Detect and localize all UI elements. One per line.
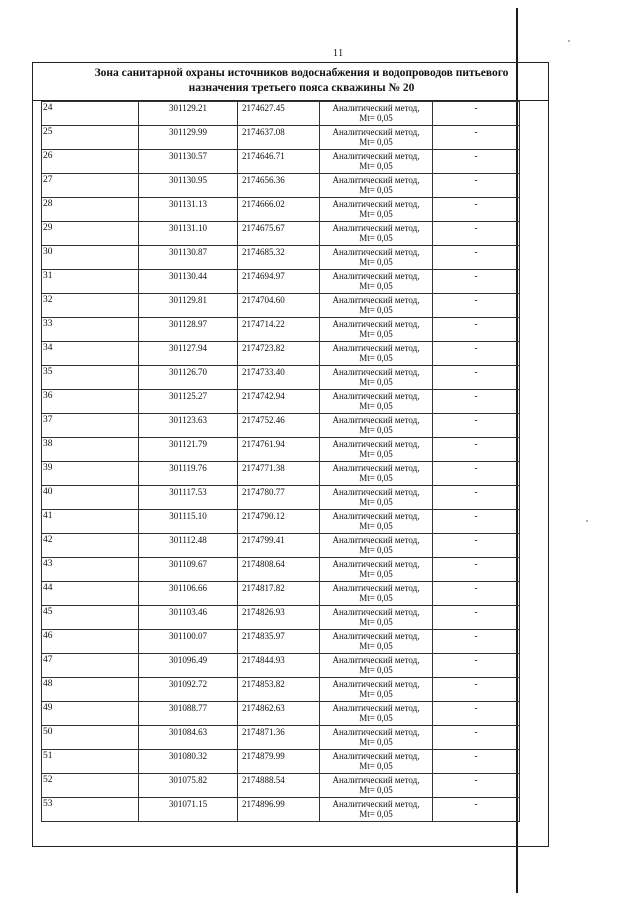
x-coordinate-cell: 301130.95 — [139, 174, 238, 198]
accuracy-label: Mt= 0,05 — [359, 233, 393, 243]
point-number-cell: 52 — [42, 774, 139, 798]
point-number-cell: 29 — [42, 222, 139, 246]
method-cell — [320, 486, 433, 510]
table-row — [42, 198, 520, 222]
table-title-line-1: Зона санитарной охраны источников водоснабжения и водопроводов питьевого — [94, 67, 509, 79]
method-label: Аналитический метод, — [332, 775, 420, 785]
point-number-cell: 30 — [42, 246, 139, 270]
method-cell — [320, 558, 433, 582]
table-row — [42, 414, 520, 438]
mark-cell: - — [433, 366, 520, 390]
x-coordinate-cell: 301080.32 — [139, 750, 238, 774]
accuracy-label: Mt= 0,05 — [359, 689, 393, 699]
point-number-cell: 46 — [42, 630, 139, 654]
y-coordinate-cell: 2174752.46 — [238, 414, 320, 438]
x-coordinate-cell: 301075.82 — [139, 774, 238, 798]
coordinates-grid — [41, 101, 520, 822]
table-row — [42, 798, 520, 822]
accuracy-label: Mt= 0,05 — [359, 353, 393, 363]
accuracy-label: Mt= 0,05 — [359, 449, 393, 459]
mark-cell: - — [433, 606, 520, 630]
accuracy-label: Mt= 0,05 — [359, 497, 393, 507]
table-row — [42, 390, 520, 414]
x-coordinate-cell: 301092.72 — [139, 678, 238, 702]
y-coordinate-cell: 2174896.99 — [238, 798, 320, 822]
y-coordinate-cell: 2174826.93 — [238, 606, 320, 630]
x-coordinate-cell: 301109.67 — [139, 558, 238, 582]
method-label: Аналитический метод, — [332, 511, 420, 521]
method-label: Аналитический метод, — [332, 247, 420, 257]
method-cell — [320, 198, 433, 222]
point-number-cell: 53 — [42, 798, 139, 822]
accuracy-label: Mt= 0,05 — [359, 521, 393, 531]
x-coordinate-cell: 301129.21 — [139, 102, 238, 126]
mark-cell: - — [433, 558, 520, 582]
method-label: Аналитический метод, — [332, 343, 420, 353]
method-label: Аналитический метод, — [332, 607, 420, 617]
point-number-cell: 47 — [42, 654, 139, 678]
method-cell — [320, 534, 433, 558]
mark-cell: - — [433, 174, 520, 198]
point-number-cell: 40 — [42, 486, 139, 510]
point-number-cell: 32 — [42, 294, 139, 318]
x-coordinate-cell: 301117.53 — [139, 486, 238, 510]
y-coordinate-cell: 2174853.82 — [238, 678, 320, 702]
mark-cell: - — [433, 102, 520, 126]
y-coordinate-cell: 2174844.93 — [238, 654, 320, 678]
method-label: Аналитический метод, — [332, 103, 420, 113]
x-coordinate-cell: 301129.81 — [139, 294, 238, 318]
y-coordinate-cell: 2174704.60 — [238, 294, 320, 318]
table-row — [42, 270, 520, 294]
mark-cell: - — [433, 270, 520, 294]
method-label: Аналитический метод, — [332, 295, 420, 305]
table-row — [42, 654, 520, 678]
method-label: Аналитический метод, — [332, 175, 420, 185]
mark-cell: - — [433, 750, 520, 774]
accuracy-label: Mt= 0,05 — [359, 425, 393, 435]
method-label: Аналитический метод, — [332, 391, 420, 401]
y-coordinate-cell: 2174733.40 — [238, 366, 320, 390]
x-coordinate-cell: 301119.76 — [139, 462, 238, 486]
point-number-cell: 42 — [42, 534, 139, 558]
mark-cell: - — [433, 126, 520, 150]
method-label: Аналитический метод, — [332, 655, 420, 665]
accuracy-label: Mt= 0,05 — [359, 377, 393, 387]
method-cell — [320, 366, 433, 390]
x-coordinate-cell: 301071.15 — [139, 798, 238, 822]
point-number-cell: 37 — [42, 414, 139, 438]
accuracy-label: Mt= 0,05 — [359, 401, 393, 411]
y-coordinate-cell: 2174871.36 — [238, 726, 320, 750]
y-coordinate-cell: 2174675.67 — [238, 222, 320, 246]
y-coordinate-cell: 2174685.32 — [238, 246, 320, 270]
accuracy-label: Mt= 0,05 — [359, 161, 393, 171]
method-label: Аналитический метод, — [332, 439, 420, 449]
table-row — [42, 606, 520, 630]
method-label: Аналитический метод, — [332, 223, 420, 233]
point-number-cell: 25 — [42, 126, 139, 150]
accuracy-label: Mt= 0,05 — [359, 329, 393, 339]
x-coordinate-cell: 301130.87 — [139, 246, 238, 270]
method-cell — [320, 606, 433, 630]
page-number: 11 — [333, 48, 344, 59]
mark-cell: - — [433, 150, 520, 174]
mark-cell: - — [433, 462, 520, 486]
x-coordinate-cell: 301096.49 — [139, 654, 238, 678]
point-number-cell: 34 — [42, 342, 139, 366]
method-label: Аналитический метод, — [332, 151, 420, 161]
x-coordinate-cell: 301131.10 — [139, 222, 238, 246]
mark-cell: - — [433, 414, 520, 438]
x-coordinate-cell: 301125.27 — [139, 390, 238, 414]
method-label: Аналитический метод, — [332, 535, 420, 545]
x-coordinate-cell: 301127.94 — [139, 342, 238, 366]
table-row — [42, 678, 520, 702]
table-row — [42, 726, 520, 750]
table-row — [42, 150, 520, 174]
table-row — [42, 222, 520, 246]
mark-cell: - — [433, 390, 520, 414]
y-coordinate-cell: 2174723.82 — [238, 342, 320, 366]
method-cell — [320, 582, 433, 606]
accuracy-label: Mt= 0,05 — [359, 113, 393, 123]
accuracy-label: Mt= 0,05 — [359, 305, 393, 315]
accuracy-label: Mt= 0,05 — [359, 593, 393, 603]
table-title — [33, 63, 548, 101]
accuracy-label: Mt= 0,05 — [359, 641, 393, 651]
mark-cell: - — [433, 246, 520, 270]
mark-cell: - — [433, 798, 520, 822]
x-coordinate-cell: 301106.66 — [139, 582, 238, 606]
accuracy-label: Mt= 0,05 — [359, 761, 393, 771]
point-number-cell: 36 — [42, 390, 139, 414]
point-number-cell: 33 — [42, 318, 139, 342]
method-cell — [320, 318, 433, 342]
x-coordinate-cell: 301100.07 — [139, 630, 238, 654]
mark-cell: - — [433, 726, 520, 750]
table-row — [42, 174, 520, 198]
method-cell — [320, 438, 433, 462]
accuracy-label: Mt= 0,05 — [359, 665, 393, 675]
method-cell — [320, 654, 433, 678]
y-coordinate-cell: 2174666.02 — [238, 198, 320, 222]
method-label: Аналитический метод, — [332, 583, 420, 593]
method-cell — [320, 390, 433, 414]
point-number-cell: 49 — [42, 702, 139, 726]
method-cell — [320, 222, 433, 246]
method-label: Аналитический метод, — [332, 367, 420, 377]
y-coordinate-cell: 2174879.99 — [238, 750, 320, 774]
accuracy-label: Mt= 0,05 — [359, 257, 393, 267]
accuracy-label: Mt= 0,05 — [359, 737, 393, 747]
point-number-cell: 24 — [42, 102, 139, 126]
table-row — [42, 510, 520, 534]
method-label: Аналитический метод, — [332, 631, 420, 641]
table-row — [42, 342, 520, 366]
accuracy-label: Mt= 0,05 — [359, 473, 393, 483]
method-cell — [320, 462, 433, 486]
y-coordinate-cell: 2174888.54 — [238, 774, 320, 798]
accuracy-label: Mt= 0,05 — [359, 137, 393, 147]
x-coordinate-cell: 301112.48 — [139, 534, 238, 558]
y-coordinate-cell: 2174771.38 — [238, 462, 320, 486]
y-coordinate-cell: 2174656.36 — [238, 174, 320, 198]
method-cell — [320, 774, 433, 798]
table-row — [42, 750, 520, 774]
table-row — [42, 126, 520, 150]
y-coordinate-cell: 2174780.77 — [238, 486, 320, 510]
y-coordinate-cell: 2174646.71 — [238, 150, 320, 174]
method-label: Аналитический метод, — [332, 487, 420, 497]
x-coordinate-cell: 301115.10 — [139, 510, 238, 534]
x-coordinate-cell: 301129.99 — [139, 126, 238, 150]
accuracy-label: Mt= 0,05 — [359, 809, 393, 819]
point-number-cell: 48 — [42, 678, 139, 702]
method-cell — [320, 798, 433, 822]
y-coordinate-cell: 2174742.94 — [238, 390, 320, 414]
x-coordinate-cell: 301103.46 — [139, 606, 238, 630]
y-coordinate-cell: 2174799.41 — [238, 534, 320, 558]
accuracy-label: Mt= 0,05 — [359, 209, 393, 219]
point-number-cell: 26 — [42, 150, 139, 174]
table-body — [42, 102, 520, 822]
dust-speck — [568, 40, 570, 42]
mark-cell: - — [433, 774, 520, 798]
point-number-cell: 44 — [42, 582, 139, 606]
table-row — [42, 438, 520, 462]
table-row — [42, 582, 520, 606]
mark-cell: - — [433, 318, 520, 342]
method-cell — [320, 102, 433, 126]
method-cell — [320, 270, 433, 294]
mark-cell: - — [433, 438, 520, 462]
point-number-cell: 43 — [42, 558, 139, 582]
method-label: Аналитический метод, — [332, 799, 420, 809]
x-coordinate-cell: 301130.44 — [139, 270, 238, 294]
table-title-line-2: назначения третьего пояса скважины № 20 — [188, 82, 415, 94]
accuracy-label: Mt= 0,05 — [359, 569, 393, 579]
method-cell — [320, 174, 433, 198]
y-coordinate-cell: 2174817.82 — [238, 582, 320, 606]
point-number-cell: 31 — [42, 270, 139, 294]
x-coordinate-cell: 301128.97 — [139, 318, 238, 342]
mark-cell: - — [433, 198, 520, 222]
x-coordinate-cell: 301121.79 — [139, 438, 238, 462]
method-label: Аналитический метод, — [332, 703, 420, 713]
dust-speck — [586, 520, 588, 522]
y-coordinate-cell: 2174862.63 — [238, 702, 320, 726]
mark-cell: - — [433, 534, 520, 558]
table-row — [42, 294, 520, 318]
table-row — [42, 558, 520, 582]
accuracy-label: Mt= 0,05 — [359, 617, 393, 627]
point-number-cell: 28 — [42, 198, 139, 222]
mark-cell: - — [433, 678, 520, 702]
mark-cell: - — [433, 702, 520, 726]
method-cell — [320, 126, 433, 150]
mark-cell: - — [433, 342, 520, 366]
point-number-cell: 41 — [42, 510, 139, 534]
mark-cell: - — [433, 294, 520, 318]
accuracy-label: Mt= 0,05 — [359, 185, 393, 195]
x-coordinate-cell: 301130.57 — [139, 150, 238, 174]
y-coordinate-cell: 2174627.45 — [238, 102, 320, 126]
x-coordinate-cell: 301126.70 — [139, 366, 238, 390]
accuracy-label: Mt= 0,05 — [359, 281, 393, 291]
method-label: Аналитический метод, — [332, 199, 420, 209]
method-cell — [320, 726, 433, 750]
mark-cell: - — [433, 654, 520, 678]
method-label: Аналитический метод, — [332, 679, 420, 689]
mark-cell: - — [433, 510, 520, 534]
method-cell — [320, 630, 433, 654]
y-coordinate-cell: 2174790.12 — [238, 510, 320, 534]
method-label: Аналитический метод, — [332, 559, 420, 569]
y-coordinate-cell: 2174694.97 — [238, 270, 320, 294]
method-cell — [320, 342, 433, 366]
y-coordinate-cell: 2174761.94 — [238, 438, 320, 462]
method-label: Аналитический метод, — [332, 127, 420, 137]
point-number-cell: 27 — [42, 174, 139, 198]
x-coordinate-cell: 301123.63 — [139, 414, 238, 438]
mark-cell: - — [433, 582, 520, 606]
point-number-cell: 51 — [42, 750, 139, 774]
point-number-cell: 39 — [42, 462, 139, 486]
table-row — [42, 486, 520, 510]
mark-cell: - — [433, 222, 520, 246]
method-label: Аналитический метод, — [332, 415, 420, 425]
method-label: Аналитический метод, — [332, 463, 420, 473]
table-row — [42, 246, 520, 270]
method-cell — [320, 414, 433, 438]
mark-cell: - — [433, 486, 520, 510]
method-cell — [320, 510, 433, 534]
point-number-cell: 50 — [42, 726, 139, 750]
accuracy-label: Mt= 0,05 — [359, 545, 393, 555]
table-row — [42, 702, 520, 726]
coordinates-table — [32, 62, 549, 847]
y-coordinate-cell: 2174637.08 — [238, 126, 320, 150]
table-row — [42, 102, 520, 126]
mark-cell: - — [433, 630, 520, 654]
method-cell — [320, 294, 433, 318]
point-number-cell: 38 — [42, 438, 139, 462]
method-cell — [320, 750, 433, 774]
table-row — [42, 774, 520, 798]
method-label: Аналитический метод, — [332, 727, 420, 737]
accuracy-label: Mt= 0,05 — [359, 713, 393, 723]
x-coordinate-cell: 301088.77 — [139, 702, 238, 726]
method-cell — [320, 678, 433, 702]
table-row — [42, 630, 520, 654]
method-label: Аналитический метод, — [332, 271, 420, 281]
y-coordinate-cell: 2174808.64 — [238, 558, 320, 582]
y-coordinate-cell: 2174835.97 — [238, 630, 320, 654]
method-label: Аналитический метод, — [332, 319, 420, 329]
point-number-cell: 45 — [42, 606, 139, 630]
method-cell — [320, 702, 433, 726]
table-row — [42, 462, 520, 486]
accuracy-label: Mt= 0,05 — [359, 785, 393, 795]
x-coordinate-cell: 301084.63 — [139, 726, 238, 750]
x-coordinate-cell: 301131.13 — [139, 198, 238, 222]
table-row — [42, 366, 520, 390]
point-number-cell: 35 — [42, 366, 139, 390]
method-cell — [320, 246, 433, 270]
y-coordinate-cell: 2174714.22 — [238, 318, 320, 342]
table-row — [42, 534, 520, 558]
method-label: Аналитический метод, — [332, 751, 420, 761]
method-cell — [320, 150, 433, 174]
table-row — [42, 318, 520, 342]
